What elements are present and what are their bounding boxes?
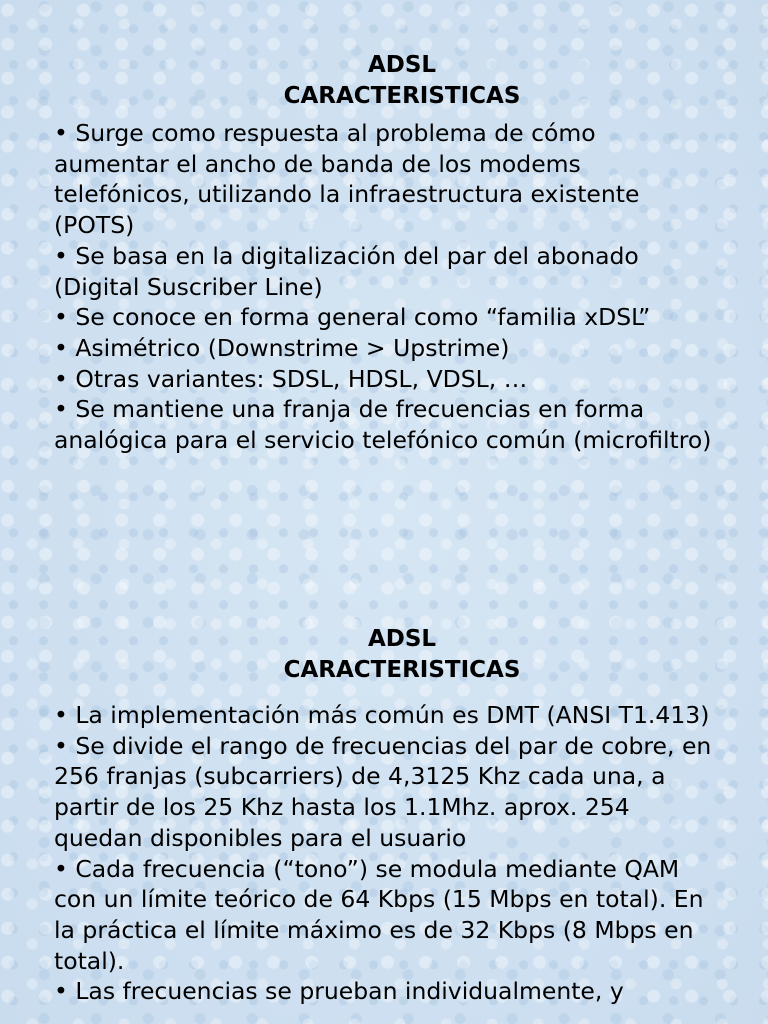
slide-title-line-1: ADSL [367, 626, 437, 652]
slide-title-line-1: ADSL [367, 52, 437, 78]
slide-1 [0, 50, 768, 456]
slide-title [0, 624, 768, 686]
bullet-item: • La implementación más común es DMT (ANSI T1.413) [54, 701, 710, 729]
bullet-item: • Asimétrico (Downstrime > Upstrime) [54, 333, 510, 362]
slide-title [0, 50, 768, 112]
bullet-item: • Se divide el rango de frecuencias del par de cobre, en 256 franjas (subcarriers) de 4,3125 Khz cada una, a partir de los 25 Khz hasta los 1.1Mhz. aprox. 254 quedan disponibles para el usuario [54, 731, 712, 852]
bullet-item: • Se conoce en forma general como “familia xDSL” [54, 303, 651, 332]
slide-title-line-2: CARACTERISTICAS [283, 657, 521, 683]
bullet-item: • Cada frecuencia (“tono”) se modula mediante QAM con un límite teórico de 64 Kbps (15 Mbps en total). En la práctica el límite máximo es de 32 Kbps (8 Mbps en total). [54, 854, 704, 975]
bullet-item: • Las frecuencias se prueban individualmente, y [54, 977, 624, 1006]
bullet-item: • Se basa en la digitalización del par del abonado (Digital Suscriber Line) [54, 241, 639, 301]
bullet-list [0, 700, 714, 1007]
bullet-item: • Surge como respuesta al problema de cómo aumentar el ancho de banda de los modems telefónicos, utilizando la infraestructura existente (POTS) [54, 119, 640, 240]
bullet-item: • Se mantiene una franja de frecuencias en forma analógica para el servicio telefónico común (microfiltro) [54, 395, 712, 455]
bullet-item: • Otras variantes: SDSL, HDSL, VDSL, … [54, 364, 528, 393]
slide-title-line-2: CARACTERISTICAS [283, 83, 521, 109]
bullet-list [0, 118, 714, 456]
slide-2 [0, 624, 768, 1007]
